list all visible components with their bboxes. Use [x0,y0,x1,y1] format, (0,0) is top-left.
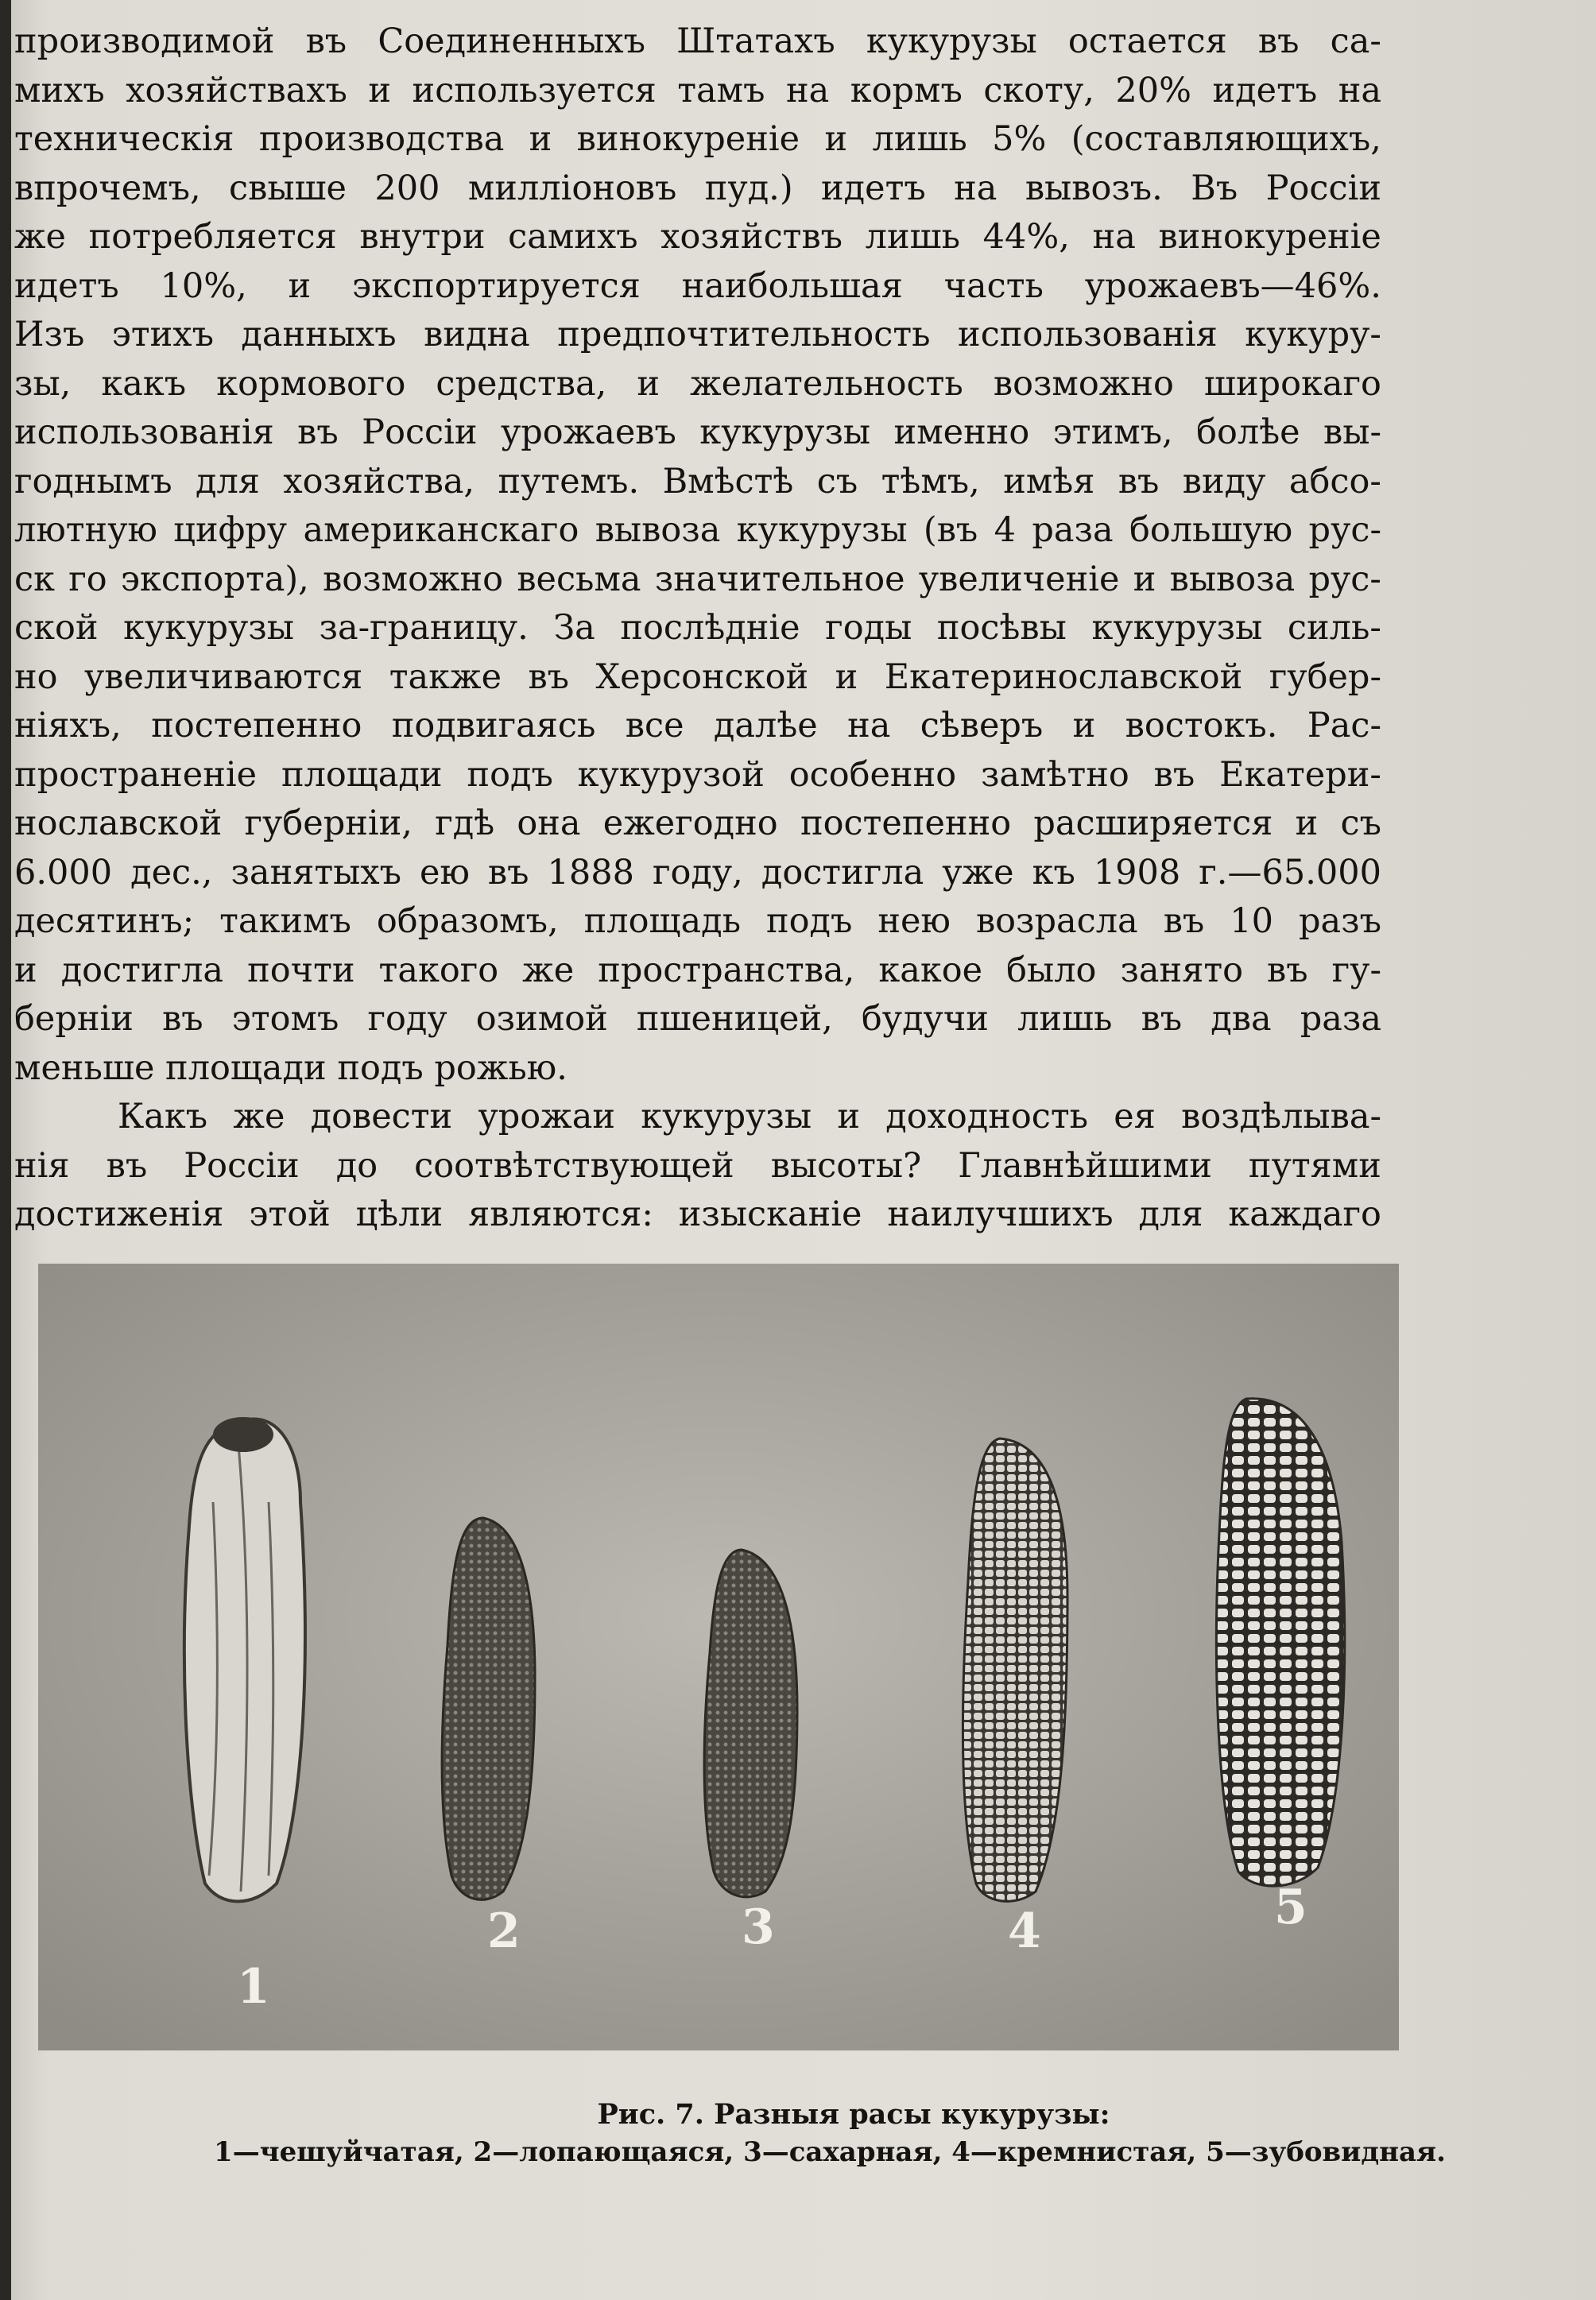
text-line-content [118,1093,1381,1142]
word: (составляющихъ, [1071,119,1381,159]
word: са- [1330,21,1381,61]
word: ск [14,559,55,599]
text-line-content [14,311,1381,360]
figure-label-1: 1 [237,1959,270,2015]
word: кукурузы [699,412,871,452]
word: высоты? [770,1145,922,1186]
word: раза [1300,999,1381,1039]
word: Екатери- [1219,754,1381,795]
text-line-content [14,1191,1381,1240]
figure-caption-subtitle: 1—чешуйчатая, 2—лопающаяся, 3—сахарная, 4—кремнистая, 5—зубовидная. [214,2136,1446,2168]
text-line-content [14,897,1381,947]
corn-photo-svg [38,1264,1399,2050]
word: съ [816,461,858,501]
word: до [335,1145,378,1186]
word: уже [942,852,1014,893]
word: идетъ [821,168,926,208]
text-line-content [14,995,1381,1044]
text-line-content [14,262,1381,312]
word: также [389,656,502,697]
word: достигла [761,852,924,893]
word: въ [162,999,203,1039]
word: довести [310,1097,453,1136]
word: почти [247,950,355,990]
text-line-content [14,67,1381,116]
word: подъ [467,754,553,795]
word: впрочемъ, [14,168,201,208]
figure-label-3: 3 [742,1899,775,1955]
word: наибольшая [681,265,903,306]
word: этихъ [111,315,214,354]
word: Екатеринославской [884,656,1243,697]
word: въ [1163,901,1205,941]
word: часть [943,265,1044,306]
word: году, [652,852,743,893]
word: берніи [14,999,134,1039]
word: го [68,559,107,599]
word: ею [420,852,470,893]
word: остается [1067,21,1227,61]
word: силь- [1287,608,1381,648]
text-line [14,1142,1381,1191]
text-line-content [14,653,1381,703]
word: же [233,1097,285,1136]
word: въ [305,21,347,61]
word: широкаго [1203,363,1381,404]
text-line [14,409,1381,458]
word: 200 [374,168,440,208]
text-line [14,800,1381,849]
word: кукурузы [736,510,908,550]
text-line-content [14,458,1381,507]
word: кукурузы [866,21,1037,61]
word: на [847,706,891,745]
text-line-content [14,604,1381,653]
word: ніяхъ, [14,706,122,745]
text-line [14,849,1381,898]
text-line-content [14,213,1381,262]
word: возрасла [975,901,1138,941]
word: средства, [436,363,607,404]
corn-cob-3 [704,1550,797,1897]
word: лютную [14,510,157,550]
word: подвигаясь [391,706,596,745]
word: и [824,119,848,159]
figure-label-2: 2 [487,1903,521,1959]
word: въ [1267,950,1308,990]
text-line-content [14,800,1381,849]
word: и [14,950,37,990]
word: зы, [14,363,72,404]
word: Какъ [118,1097,208,1136]
word: въ [528,656,570,697]
word: востокъ. [1125,706,1278,745]
word: вывозъ. [1025,168,1163,208]
word: губер- [1269,656,1381,697]
word: особенно [788,754,957,795]
word: такого [378,950,499,990]
word: лишь [1017,999,1113,1039]
word: кукурузы [641,1097,812,1136]
word: весьма [517,559,641,599]
word: этомъ [231,999,339,1039]
word: производства [258,119,505,159]
figure-caption-title: Рис. 7. Разныя расы кукурузы: [597,2098,1110,2131]
text-line [14,556,1381,605]
text-line-content [14,115,1381,165]
text-line [14,67,1381,116]
word: нею [877,901,951,941]
text-line [14,947,1381,996]
word: возможно [993,363,1174,404]
word: Россіи [362,412,478,452]
text-line-content [14,556,1381,605]
word: увеличиваются [83,656,363,697]
text-line-content [14,702,1381,751]
word: подъ [766,901,853,941]
word: хозяйствъ [660,217,843,257]
text-line-content [14,1142,1381,1191]
word: видна [424,315,530,354]
word: именно [893,412,1030,452]
word: рус- [1308,510,1381,550]
word: наилучшихъ [887,1195,1114,1234]
corn-cob-2 [442,1518,535,1899]
word: въ [106,1145,148,1186]
word: путями [1248,1145,1381,1186]
word: кукуру- [1245,315,1381,354]
word: съ [1340,803,1381,843]
word: какъ [101,363,187,404]
word: замѣтно [980,754,1129,795]
word: раза [1032,510,1114,550]
word: рус- [1308,559,1381,599]
word: постепенно [151,706,362,745]
word: 1888 [547,852,634,893]
word: году [367,999,447,1039]
word: предпочтительность [557,315,931,354]
word: вывоза [1169,559,1296,599]
word: урожаи [478,1097,616,1136]
word: и [529,119,552,159]
corn-cob-1 [184,1417,305,1902]
word: каждаго [1228,1195,1381,1234]
text-line [14,262,1381,312]
word: далѣе [713,706,818,745]
text-line [14,1191,1381,1240]
word: въ [1118,461,1160,501]
word: ежегодно [602,803,778,843]
word: кукурузой [577,754,765,795]
word: кормъ [850,70,963,110]
word: и [1133,559,1156,599]
text-line [14,360,1381,409]
text-line-content [14,165,1381,214]
corn-cob-5 [1216,1399,1344,1886]
word: площадь [583,901,741,941]
word: идетъ [14,265,119,306]
word: Изъ [14,315,85,354]
word: гдѣ [435,803,495,843]
text-line [14,213,1381,262]
word: такимъ [219,901,351,941]
word: дес., [130,852,213,893]
word: американскаго [303,510,579,550]
text-line [14,115,1381,165]
word: 20% [1115,70,1191,110]
word: разъ [1298,901,1381,941]
word: возможно [323,559,504,599]
word: воздѣлыва- [1181,1097,1381,1136]
word: пространеніе [14,754,258,795]
word: и [837,1097,861,1136]
word: вывоза [595,510,721,550]
word: годы [825,608,912,648]
word: Россіи [1265,168,1381,208]
word: абсо- [1288,461,1381,501]
text-line-content [14,409,1381,458]
text-line [14,17,1381,67]
word: хозяйствахъ [126,70,347,110]
word: и [835,656,858,697]
word: Соединенныхъ [378,21,645,61]
word: годнымъ [14,461,172,501]
word: значительное [654,559,905,599]
word: пространства, [598,950,855,990]
word: ея [1114,1097,1156,1136]
word: кукурузы [1091,608,1263,648]
word: винокуреніе [1158,217,1381,257]
text-line [14,458,1381,507]
word: же [522,950,575,990]
text-line [14,311,1381,360]
word: цѣли [355,1195,444,1234]
word: желательность [690,363,963,404]
word: вы- [1323,412,1381,452]
text-line [14,1093,1381,1142]
word: все [625,706,684,745]
word: соотвѣтствующей [414,1145,734,1186]
word: михъ [14,70,105,110]
word: кормового [216,363,406,404]
text-line-content [14,17,1381,67]
word: и [288,265,312,306]
word: идетъ [1212,70,1318,110]
word: площади [281,754,443,795]
word: За [553,608,595,648]
word: цифру [173,510,288,550]
text-line [14,897,1381,947]
word: къ [1032,852,1075,893]
word: два [1211,999,1272,1039]
corn-photograph [38,1264,1399,2050]
word: этой [249,1195,331,1234]
word: имѣя [1003,461,1095,501]
word: сѣверъ [920,706,1044,745]
word: въ [1153,754,1195,795]
word: на [1092,217,1136,257]
word: расширяется [1033,803,1273,843]
text-line [14,604,1381,653]
word: изысканіе [678,1195,862,1234]
word: Вмѣстѣ [662,461,794,501]
word: использованія [958,315,1218,354]
word: лишь [872,119,967,159]
word: болѣе [1196,412,1300,452]
word: урожаевъ—46%. [1084,265,1381,306]
word: свыше [229,168,347,208]
text-line-content [14,506,1381,556]
word: хозяйства, [283,461,475,501]
word: посѣвы [936,608,1067,648]
word: Въ [1191,168,1238,208]
word: губерніи, [244,803,413,843]
word: послѣдніе [620,608,800,648]
word: 10 [1230,901,1273,941]
word: большую [1129,510,1293,550]
word: этимъ, [1052,412,1173,452]
word: она [517,803,581,843]
word: 4 [994,510,1016,550]
word: будучи [861,999,989,1039]
word: и [637,363,660,404]
word: (въ [923,510,978,550]
text-line [14,165,1381,214]
text-line-content: меньше площади подъ рожью. [14,1047,568,1088]
word: достигла [60,950,224,990]
word: но [14,656,58,697]
word: достиженія [14,1195,224,1234]
word: 44%, [982,217,1070,257]
word: кукурузы [123,608,294,648]
word: было [1006,950,1097,990]
word: 6.000 [14,852,113,893]
word: используется [412,70,657,110]
word: образомъ, [376,901,559,941]
word: и [368,70,392,110]
word: же [14,217,67,257]
word: тѣмъ, [881,461,980,501]
word: данныхъ [241,315,397,354]
word: гу- [1331,950,1381,990]
word: за-границу. [319,608,529,648]
word: внутри [359,217,486,257]
word: производимой [14,21,275,61]
word: использованія [14,412,274,452]
word: 5% [992,119,1047,159]
text-line [14,995,1381,1044]
word: въ [1141,999,1183,1039]
word: и [1072,706,1096,745]
word: на [785,70,830,110]
text-line-content [14,751,1381,800]
word: нославской [14,803,223,843]
page-gutter [0,0,11,2300]
word: занято [1120,950,1244,990]
word: пуд.) [704,168,793,208]
word: тамъ [677,70,765,110]
word: на [1338,70,1381,110]
word: лишь [865,217,961,257]
word: ской [14,608,99,648]
word: г.—65.000 [1199,852,1381,893]
word: Главнѣйшими [958,1145,1212,1186]
word: для [1138,1195,1203,1234]
word: доходность [885,1097,1089,1136]
text-line [14,702,1381,751]
word: на [954,168,998,208]
word: урожаевъ [500,412,676,452]
word: нія [14,1145,70,1186]
word: Штатахъ [676,21,835,61]
figure-label-5: 5 [1274,1880,1307,1935]
word: винокуреніе [576,119,800,159]
word: озимой [475,999,608,1039]
word: 10%, [160,265,247,306]
text-line [14,751,1381,800]
word: Херсонской [595,656,809,697]
text-line [14,653,1381,703]
word: какое [878,950,983,990]
word: занятыхъ [230,852,401,893]
corn-cob-4 [963,1438,1067,1901]
word: въ [1257,21,1300,61]
text-line [14,506,1381,556]
text-line-content [14,947,1381,996]
word: потребляется [88,217,337,257]
word: пшеницей, [636,999,833,1039]
word: увеличеніе [918,559,1120,599]
word: въ [297,412,339,452]
word: десятинъ; [14,901,195,941]
word: являются: [468,1195,653,1234]
word: путемъ. [498,461,640,501]
word: для [196,461,260,501]
word: виду [1182,461,1266,501]
word: самихъ [508,217,638,257]
word: экспорта), [120,559,309,599]
word: Россіи [184,1145,300,1186]
word: техническія [14,119,234,159]
word: милліоновъ [467,168,677,208]
word: 1908 [1093,852,1181,893]
word: постепенно [800,803,1012,843]
text-line [14,1044,1381,1094]
word: экспортируется [352,265,641,306]
word: скоту, [983,70,1094,110]
word: и [1295,803,1319,843]
body-text [14,17,1381,1240]
text-line-content [14,360,1381,409]
word: Рас- [1307,706,1381,745]
text-line-content [14,849,1381,898]
figure-label-4: 4 [1008,1903,1041,1959]
word: въ [487,852,529,893]
